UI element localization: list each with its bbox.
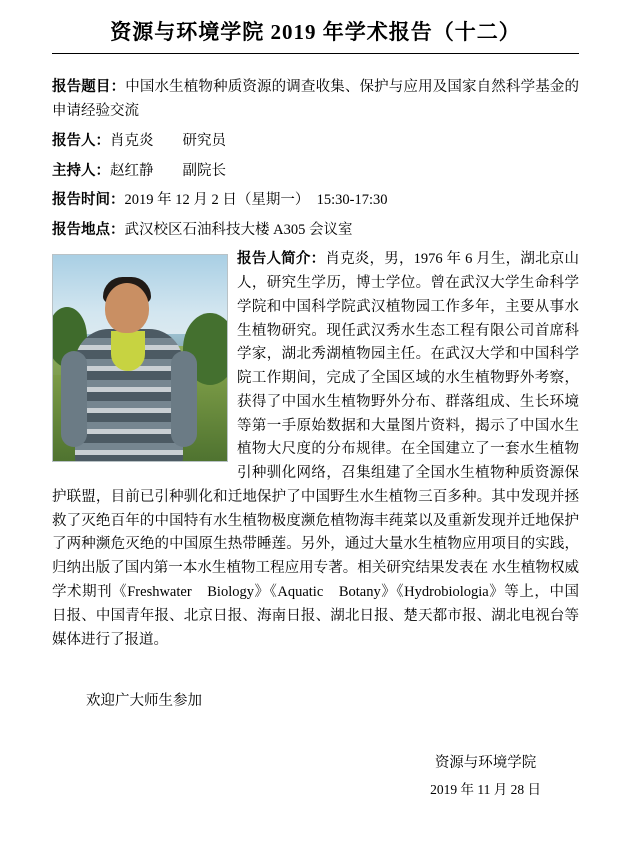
photo-person-shirt <box>111 331 145 371</box>
field-host-label: 主持人： <box>52 162 110 179</box>
field-time-value: 2019 年 12 月 2 日（星期一） 15:30-17:30 <box>124 192 388 209</box>
speaker-bio <box>52 248 579 652</box>
photo-person-arm-right <box>171 351 197 447</box>
meta-fields <box>52 76 579 242</box>
photo-person-head <box>105 283 149 333</box>
field-location-value: 武汉校区石油科技大楼 A305 会议室 <box>124 221 353 238</box>
welcome-note: 欢迎广大师生参加 <box>86 693 202 710</box>
signature-block <box>430 750 541 803</box>
field-speaker-label: 报告人： <box>52 133 110 150</box>
field-time <box>52 189 579 212</box>
field-location-label: 报告地点： <box>52 221 125 238</box>
document-page <box>0 18 631 845</box>
signature-date: 2019 年 11 月 28 日 <box>430 782 541 798</box>
field-topic-value: 中国水生植物种质资源的调查收集、保护与应用及国家自然科学基金的申请经验交流 <box>52 79 580 119</box>
field-bio-text: 肖克炎，男，1976 年 6 月生，湖北京山人，研究生学历，博士学位。曾在武汉大学生命科学学院和中国科学院武汉植物园工作多年，主要从事水生植物研究。现任武汉秀水生态工程有限公司首席科学家，湖北秀湖植物园主任。在武汉大学和中国科学院工作期间，完成了全国区域的水生植物野外考察，获得了中国水生植物野外分布、群落组成、生长环境等第一手原始数据和大量图片资料，揭示了中国水生植物大尺度的分布规律。在全国建立了一套水生植物引种驯化网络，召集组建了全国水生植物种质资源保护联盟，目前已引种驯化和迁地保护了中国野生水生植物三百多种。其中发现并拯救了灭绝百年的中国特有水生植物极度濒危植物海丰莼菜以及重新发现并迁地保护了两种濒危灭绝的中国原生热带睡莲。另外，通过大量水生植物应用项目的实践，归纳出版了国内第一本水生植物工程应用专著。相关研究结果发表在 水生植物权威学术期刊《Freshwater Biology》《Aquatic Botany》《Hydrobiologia》等上，中国日报、中国青年报、北京日报、海南日报、湖北日报、楚天都市报、湖北电视台等媒体进行了报道。 <box>52 251 580 648</box>
field-host-value: 赵红静 副院长 <box>110 162 226 179</box>
field-speaker <box>52 130 579 153</box>
photo-person-arm-left <box>61 351 87 447</box>
field-time-label: 报告时间： <box>52 192 125 209</box>
field-host <box>52 160 579 183</box>
signature-org: 资源与环境学院 <box>434 754 537 771</box>
field-topic-label: 报告题目： <box>52 79 126 96</box>
field-location <box>52 219 579 242</box>
field-topic <box>52 76 579 123</box>
speaker-photo <box>52 254 228 462</box>
field-speaker-value: 肖克炎 研究员 <box>110 133 226 150</box>
title-divider <box>52 53 579 54</box>
field-bio-label: 报告人简介： <box>237 251 326 268</box>
page-title: 资源与环境学院 2019 年学术报告（十二） <box>110 20 521 44</box>
